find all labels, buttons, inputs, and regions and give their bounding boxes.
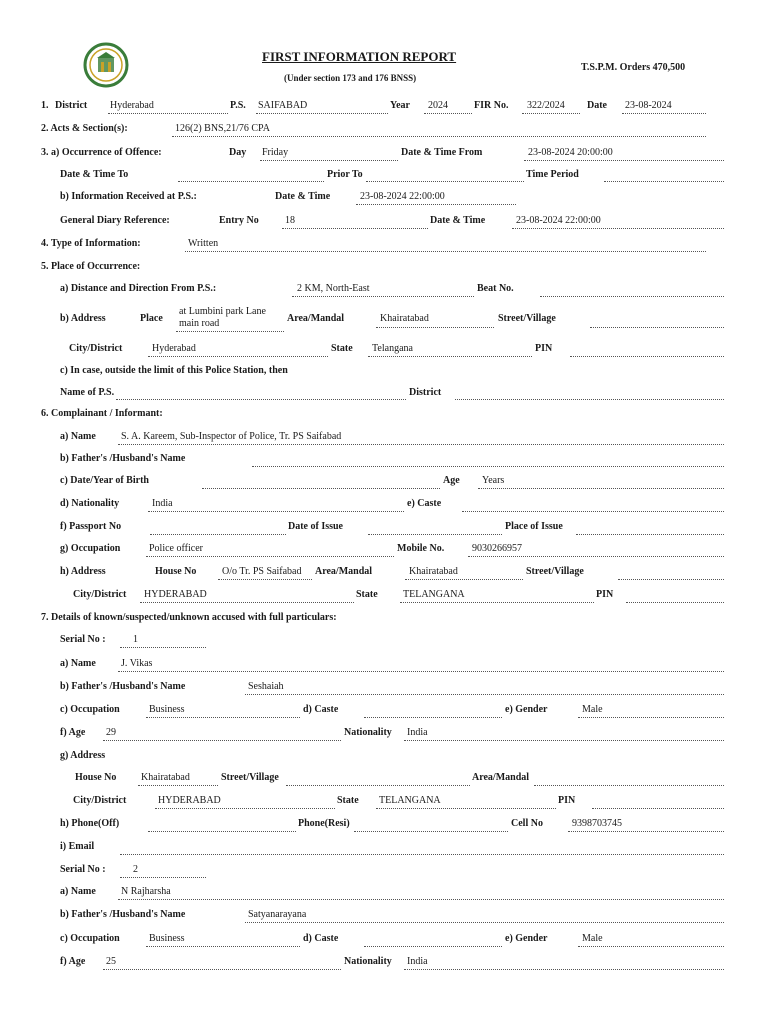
acc2-father-label: b) Father's /Husband's Name: [60, 909, 186, 920]
fir-value: 322/2024: [527, 100, 565, 111]
acc1-age-label: f) Age: [60, 727, 86, 738]
comp-issue-place-line: [576, 534, 724, 535]
state-label: State: [331, 343, 353, 354]
acc1-phone-resi-label: Phone(Resi): [298, 818, 350, 829]
acc2-occ-label: c) Occupation: [60, 933, 120, 944]
comp-mobile-label: Mobile No.: [397, 543, 445, 554]
acc1-gender-value: Male: [582, 704, 603, 715]
complainant-label: 6. Complainant / Informant:: [41, 408, 163, 419]
comp-passport-line: [150, 534, 286, 535]
acc1-father-label: b) Father's /Husband's Name: [60, 681, 186, 692]
outside-district-label: District: [409, 387, 442, 398]
page-title: FIRST INFORMATION REPORT: [262, 49, 457, 64]
comp-nat-value: India: [152, 498, 173, 509]
comp-father-label: b) Father's /Husband's Name: [60, 453, 186, 464]
comp-pin-label: PIN: [596, 589, 614, 600]
comp-city-value: HYDERABAD: [144, 589, 207, 600]
info-received-dt-value: 23-08-2024 22:00:00: [360, 191, 445, 202]
comp-occ-value: Police officer: [149, 543, 203, 554]
comp-street-label: Street/Village: [526, 566, 584, 577]
day-label: Day: [229, 147, 247, 158]
acc2-father-line: [245, 922, 724, 923]
acc1-serial-value: 1: [133, 634, 138, 645]
date-to-label: Date & Time To: [60, 169, 129, 180]
acc1-occ-line: [146, 717, 300, 718]
acc1-state-value: TELANGANA: [379, 795, 441, 806]
comp-issue-place-label: Place of Issue: [505, 521, 563, 532]
gd-dt-value: 23-08-2024 22:00:00: [516, 215, 601, 226]
city-label: City/District: [69, 343, 123, 354]
ps-name-label: Name of P.S.: [60, 387, 115, 398]
acc1-nat-value: India: [407, 727, 428, 738]
acc2-gender-line: [578, 946, 724, 947]
comp-house-value: O/o Tr. PS Saifabad: [222, 566, 302, 577]
state-value: Telangana: [372, 343, 413, 354]
acc1-city-value: HYDERABAD: [158, 795, 221, 806]
comp-street-line: [618, 579, 724, 580]
acc1-father-line: [245, 694, 724, 695]
distance-line: [292, 296, 474, 297]
comp-occ-line: [146, 556, 394, 557]
prior-to-label: Prior To: [327, 169, 363, 180]
acc2-serial-line: [120, 877, 206, 878]
acc2-nat-value: India: [407, 956, 428, 967]
acts-value: 126(2) BNS,21/76 CPA: [175, 123, 270, 134]
place-value-line2: main road: [179, 318, 220, 329]
date-from-value: 23-08-2024 20:00:00: [528, 147, 613, 158]
comp-house-line: [218, 579, 312, 580]
acc2-age-label: f) Age: [60, 956, 86, 967]
comp-state-value: TELANGANA: [403, 589, 465, 600]
beat-label: Beat No.: [477, 283, 514, 294]
area-value: Khairatabad: [380, 313, 429, 324]
acc1-phone-off-line: [148, 831, 296, 832]
acc2-occ-line: [146, 946, 300, 947]
date-from-line: [524, 160, 724, 161]
acc2-serial-label: Serial No :: [60, 864, 106, 875]
fir-label: FIR No.: [474, 100, 509, 111]
acc1-email-line: [120, 854, 724, 855]
place-label: 5. Place of Occurrence:: [41, 261, 141, 272]
comp-name-label: a) Name: [60, 431, 96, 442]
acts-line: [172, 136, 706, 137]
acts-label: 2. Acts & Section(s):: [41, 123, 128, 134]
day-value: Friday: [262, 147, 289, 158]
acc1-pin-label: PIN: [558, 795, 576, 806]
gd-label: General Diary Reference:: [60, 215, 170, 226]
info-received-label: b) Information Received at P.S.:: [60, 191, 197, 202]
comp-area-label: Area/Mandal: [315, 566, 373, 577]
info-received-dt-label: Date & Time: [275, 191, 331, 202]
comp-caste-label: e) Caste: [407, 498, 442, 509]
city-line: [148, 356, 328, 357]
acc1-name-value: J. Vikas: [121, 658, 153, 669]
acc1-caste-line: [364, 717, 502, 718]
ps-line: [256, 113, 388, 114]
acc1-city-line: [155, 808, 335, 809]
distance-value: 2 KM, North-East: [297, 283, 370, 294]
accused-label: 7. Details of known/suspected/unknown accused with full particulars:: [41, 612, 337, 623]
district-label: District: [55, 100, 88, 111]
acc2-occ-value: Business: [149, 933, 185, 944]
acc1-cell-label: Cell No: [511, 818, 543, 829]
ps-label: P.S.: [230, 100, 246, 111]
comp-caste-line: [462, 511, 724, 512]
acc2-name-line: [118, 899, 724, 900]
comp-dob-label: c) Date/Year of Birth: [60, 475, 149, 486]
acc2-gender-label: e) Gender: [505, 933, 548, 944]
pin-line: [570, 356, 724, 357]
comp-area-line: [405, 579, 523, 580]
comp-area-value: Khairatabad: [409, 566, 458, 577]
city-value: Hyderabad: [152, 343, 196, 354]
ps-value: SAIFABAD: [258, 100, 308, 111]
info-type-label: 4. Type of Information:: [41, 238, 141, 249]
acc2-name-value: N Rajharsha: [121, 886, 171, 897]
acc1-house-label: House No: [75, 772, 117, 783]
comp-age-value: Years: [482, 475, 505, 486]
street-line: [590, 327, 724, 328]
comp-age-line: [478, 488, 724, 489]
acc1-email-label: i) Email: [60, 841, 95, 852]
place-value-line1: at Lumbini park Lane: [179, 306, 266, 317]
comp-father-line: [252, 466, 724, 467]
acc2-nat-label: Nationality: [344, 956, 392, 967]
comp-age-label: Age: [443, 475, 460, 486]
date-value: 23-08-2024: [625, 100, 672, 111]
area-line: [376, 327, 494, 328]
beat-line: [540, 296, 724, 297]
distance-label: a) Distance and Direction From P.S.:: [60, 283, 217, 294]
acc1-gender-line: [578, 717, 724, 718]
year-line: [424, 113, 472, 114]
comp-nat-line: [148, 511, 404, 512]
acc1-age-line: [103, 740, 341, 741]
acc1-street-line: [286, 785, 470, 786]
acc2-age-line: [103, 969, 341, 970]
comp-passport-label: f) Passport No: [60, 521, 122, 532]
year-value: 2024: [428, 100, 448, 111]
acc1-state-line: [376, 808, 556, 809]
pin-label: PIN: [535, 343, 553, 354]
entry-label: Entry No: [219, 215, 259, 226]
year-label: Year: [390, 100, 410, 111]
acc1-phone-off-label: h) Phone(Off): [60, 818, 120, 829]
comp-name-value: S. A. Kareem, Sub-Inspector of Police, Tr. PS Saifabad: [121, 431, 342, 442]
area-label: Area/Mandal: [287, 313, 345, 324]
acc1-phone-resi-line: [354, 831, 508, 832]
acc1-nat-label: Nationality: [344, 727, 392, 738]
comp-nat-label: d) Nationality: [60, 498, 120, 509]
acc1-street-label: Street/Village: [221, 772, 279, 783]
acc1-gender-label: e) Gender: [505, 704, 548, 715]
entry-value: 18: [285, 215, 295, 226]
district-line: [108, 113, 228, 114]
gd-dt-line: [512, 228, 724, 229]
time-period-line: [604, 181, 724, 182]
acc1-addr-label: g) Address: [60, 750, 106, 761]
comp-occ-label: g) Occupation: [60, 543, 121, 554]
date-line: [622, 113, 706, 114]
info-type-value: Written: [188, 238, 219, 249]
comp-city-line: [140, 602, 354, 603]
date-to-line: [178, 181, 324, 182]
comp-dob-line: [202, 488, 440, 489]
acc1-area-line: [534, 785, 724, 786]
date-from-label: Date & Time From: [401, 147, 483, 158]
info-received-line: [356, 204, 516, 205]
sec1-num: 1.: [41, 100, 49, 111]
comp-mobile-line: [468, 556, 724, 557]
gd-dt-label: Date & Time: [430, 215, 486, 226]
place-field-label: Place: [140, 313, 163, 324]
orders-ref: T.S.P.M. Orders 470,500: [581, 62, 686, 73]
day-line: [260, 160, 398, 161]
acc1-name-label: a) Name: [60, 658, 96, 669]
acc1-occ-value: Business: [149, 704, 185, 715]
comp-issue-date-line: [368, 534, 502, 535]
acc1-serial-label: Serial No :: [60, 634, 106, 645]
prior-to-line: [366, 181, 524, 182]
comp-city-label: City/District: [73, 589, 127, 600]
address-label: b) Address: [60, 313, 106, 324]
time-period-label: Time Period: [526, 169, 579, 180]
page-subtitle: (Under section 173 and 176 BNSS): [284, 73, 417, 83]
district-value: Hyderabad: [110, 100, 154, 111]
comp-state-label: State: [356, 589, 378, 600]
acc1-father-value: Seshaiah: [248, 681, 284, 692]
acc2-caste-label: d) Caste: [303, 933, 339, 944]
acc1-cell-line: [568, 831, 724, 832]
outside-district-line: [455, 399, 724, 400]
acc1-house-line: [138, 785, 218, 786]
acc2-serial-value: 2: [133, 864, 138, 875]
street-label: Street/Village: [498, 313, 556, 324]
acc2-name-label: a) Name: [60, 886, 96, 897]
acc2-nat-line: [404, 969, 724, 970]
acc1-age-value: 29: [106, 727, 116, 738]
acc2-age-value: 25: [106, 956, 116, 967]
acc2-father-value: Satyanarayana: [248, 909, 307, 920]
state-line: [368, 356, 532, 357]
acc2-gender-value: Male: [582, 933, 603, 944]
acc1-serial-line: [120, 647, 206, 648]
acc1-name-line: [118, 671, 724, 672]
acc1-nat-line: [404, 740, 724, 741]
place-line: [176, 331, 284, 332]
comp-mobile-value: 9030266957: [472, 543, 522, 554]
acc1-house-value: Khairatabad: [141, 772, 190, 783]
acc2-caste-line: [364, 946, 502, 947]
acc1-cell-value: 9398703745: [572, 818, 622, 829]
occurrence-label: 3. a) Occurrence of Offence:: [41, 147, 162, 158]
comp-pin-line: [626, 602, 724, 603]
entry-line: [282, 228, 428, 229]
comp-addr-label: h) Address: [60, 566, 106, 577]
state-emblem-seal: [83, 42, 129, 88]
acc1-occ-label: c) Occupation: [60, 704, 120, 715]
fir-line: [522, 113, 580, 114]
date-label: Date: [587, 100, 607, 111]
comp-name-line: [118, 444, 724, 445]
acc1-city-label: City/District: [73, 795, 127, 806]
acc1-state-label: State: [337, 795, 359, 806]
comp-house-label: House No: [155, 566, 197, 577]
outside-limit-label: c) In case, outside the limit of this Police Station, then: [60, 365, 288, 376]
acc1-pin-line: [592, 808, 724, 809]
info-type-line: [185, 251, 706, 252]
acc1-caste-label: d) Caste: [303, 704, 339, 715]
comp-issue-date-label: Date of Issue: [288, 521, 343, 532]
ps-name-line: [116, 399, 406, 400]
acc1-area-label: Area/Mandal: [472, 772, 530, 783]
comp-state-line: [400, 602, 594, 603]
